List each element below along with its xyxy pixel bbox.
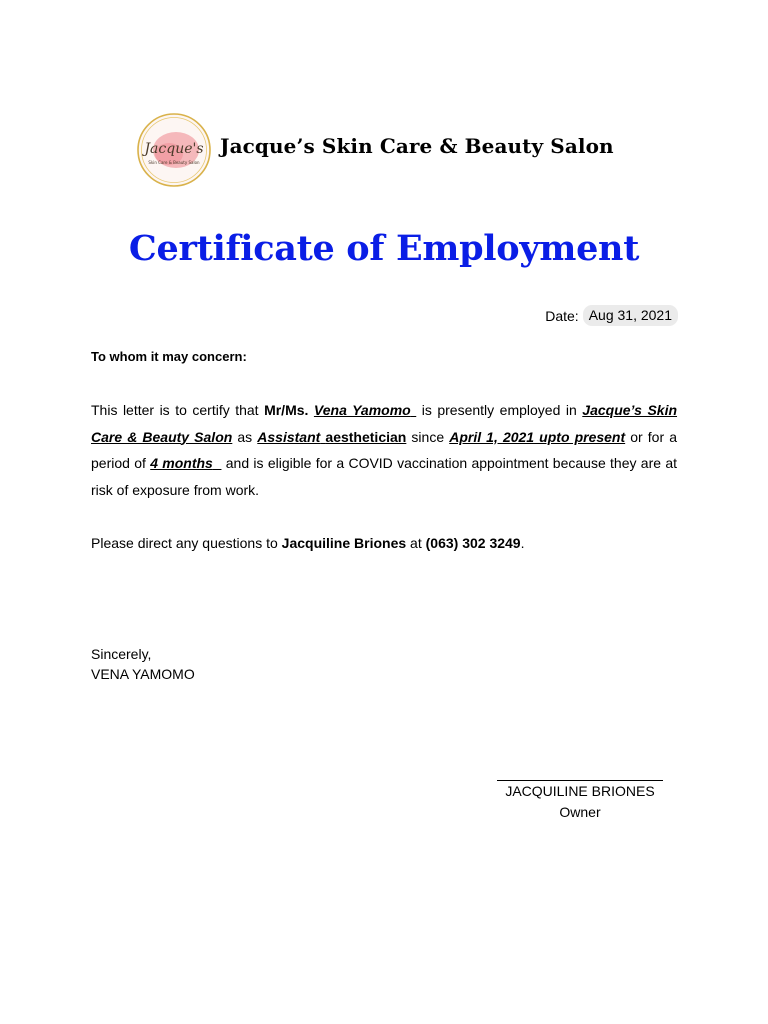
- position-title: [257, 429, 406, 445]
- contact-mid: at: [406, 535, 426, 551]
- contact-phone: (063) 302 3249: [425, 535, 521, 551]
- document-title: Certificate of Employment: [128, 228, 640, 269]
- closing-block: [91, 644, 195, 684]
- salutation: To whom it may concern:: [91, 349, 247, 364]
- employment-period: April 1, 2021 upto present: [449, 428, 626, 445]
- contact-name: Jacquiline Briones: [281, 535, 407, 551]
- employee-name: Vena Yamomo: [313, 402, 411, 418]
- letterhead: [128, 108, 648, 192]
- contact-line: [91, 535, 524, 551]
- date-row: [545, 305, 678, 326]
- body-text: is presently employed in: [421, 402, 583, 418]
- body-text: as: [232, 428, 258, 445]
- signatory-role: Owner: [559, 804, 601, 820]
- body-text: or for a period of: [91, 428, 677, 471]
- position-role: aesthetician: [325, 428, 407, 445]
- contact-prefix: Please direct any questions to: [91, 535, 282, 551]
- body-text: since: [406, 428, 450, 445]
- date-chip[interactable]: Aug 31, 2021: [583, 305, 678, 326]
- body-text: This letter is to certify that: [91, 402, 265, 418]
- salon-logo: [136, 112, 212, 188]
- honorific: Mr/Ms.: [264, 402, 309, 418]
- logo-subtext: Skin Care & Beauty Salon: [148, 160, 200, 165]
- company-name: Jacque’s Skin Care & Beauty Salon: [220, 134, 614, 158]
- contact-suffix: .: [520, 535, 525, 551]
- signature-block: [480, 766, 680, 823]
- body-paragraph: [91, 397, 677, 503]
- company-reference: Jacque’s Skin Care & Beauty Salon: [91, 402, 678, 445]
- signatory-name: JACQUILINE BRIONES: [505, 783, 655, 799]
- signature-line: [497, 766, 663, 781]
- closing-signer: VENA YAMOMO: [91, 666, 195, 682]
- valediction: Sincerely,: [91, 646, 152, 662]
- logo-script-text: Jacque's: [144, 141, 204, 157]
- date-label: Date:: [545, 307, 579, 324]
- employment-duration: 4 months: [150, 455, 213, 471]
- position-word: Assistant: [257, 428, 321, 445]
- body-text: and is eligible for a COVID vaccination appointment because they are at risk of exposure from work.: [91, 455, 678, 498]
